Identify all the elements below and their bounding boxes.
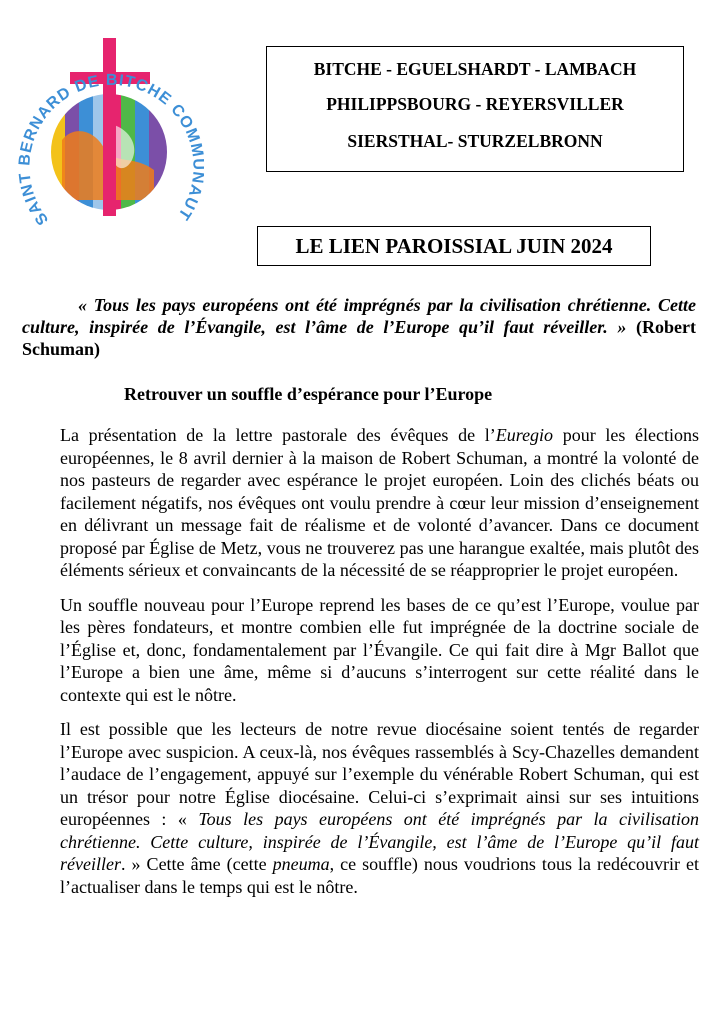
paragraph-3: Il est possible que les lecteurs de notre revue diocésaine soient tentés de regarder l’Europe avec suspicion. A ceux-là, nos évêques rassemblés à Scy-Chazelles demandent l’audace de l’engagement, appuyé sur l’exemple du vénérable Robert Schuman, qui est un trésor pour notre Église diocésaine. Celui-ci s’exprimait ainsi sur ses intuitions européennes : « Tous les pays européens ont été imprégnés par la civilisation chrétienne. Cette culture, inspirée de l’Évangile, est l’âme de l’Europe qu’il faut réveiller. » Cette âme (cette pneuma, ce souffle) nous voudrions tous la redécouvrir et l’actualiser dans le temps qui est le nôtre. (60, 719, 699, 897)
article-title: Retrouver un souffle d’espérance pour l’Europe (124, 384, 493, 404)
parishes-line-1: BITCHE - EGUELSHARDT - LAMBACH (313, 59, 637, 79)
article-body (60, 424, 699, 910)
quote-text: « Tous les pays européens ont été imprégnés par la civilisation chrétienne. Cette culture, inspirée de l’Évangile, est l’âme de l’Europe qu’il faut réveiller. » (22, 295, 696, 337)
epigraph-quote (22, 294, 696, 360)
bulletin-title: LE LIEN PAROISSIAL JUIN 2024 (257, 226, 651, 266)
quote-author: (Robert Schuman) (22, 317, 696, 359)
parishes-line-2: PHILIPPSBOURG - REYERSVILLER (326, 94, 624, 114)
cross-vertical (103, 38, 116, 216)
parishes-line-3: SIERSTHAL- STURZELBRONN (347, 131, 603, 151)
paragraph-2: Un souffle nouveau pour l’Europe reprend les bases de ce qu’est l’Europe, voulue par les pères fondateurs, et montre combien elle fut imprégnée de la doctrine sociale de l’Église et, donc, fondamentalement par l’Évangile. Ce qui fait dire à Mgr Ballot que l’Europe a bien une âme, même si d’aucuns s’interrogent sur cette réalité dans le contexte qui est le nôtre. (60, 594, 699, 705)
logo-arc-text: SAINT BERNARD DE BITCHE COM AUT (16, 71, 204, 228)
paragraph-1: La présentation de la lettre pastorale des évêques de l’Euregio pour les élections européennes, le 8 avril dernier à la maison de Robert Schuman, a montré la volonté de nos pasteurs de regarder avec espérance le projet européen. Loin des clichés béats ou facilement négatifs, nos évêques ont voulu prendre à cœur leur mission d’enseignement en délivrant un message fait de réalisme et de volonté d’avancer. Dans ce document proposé par Église de Metz, vous ne trouverez pas une harangue exaltée, mais plutôt des éléments sérieux et convaincants de la nécessité de se réapproprier le projet européen. (60, 425, 699, 580)
parishes-box (266, 46, 684, 172)
logo-graphic (14, 30, 204, 240)
parish-community-logo (14, 30, 204, 240)
